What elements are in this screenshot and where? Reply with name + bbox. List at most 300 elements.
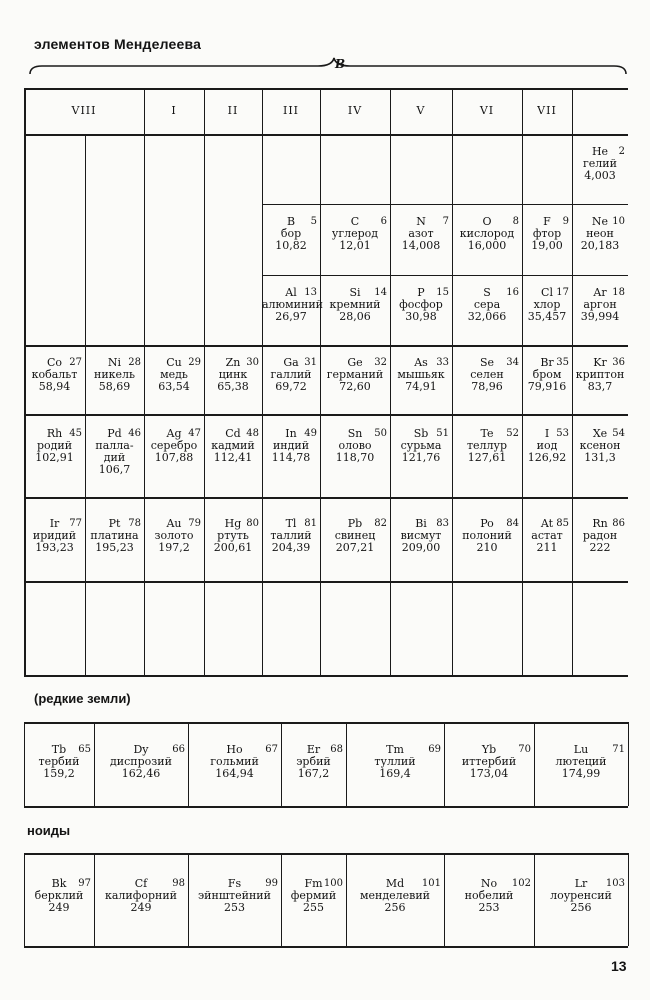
element-cell-xe — [572, 428, 628, 464]
element-symbol: Ir — [49, 517, 60, 530]
atomic-number: 98 — [172, 878, 185, 889]
atomic-weight: 4,003 — [584, 169, 616, 182]
element-cell-b — [262, 216, 320, 252]
atomic-weight: 106,7 — [98, 463, 131, 476]
element-cell-cu — [144, 357, 204, 393]
atomic-weight: 114,78 — [271, 451, 311, 464]
atomic-number: 52 — [506, 428, 519, 439]
element-cell-co — [24, 357, 85, 393]
atomic-weight: 74,91 — [405, 380, 437, 393]
atomic-number: 47 — [188, 428, 201, 439]
actinide-cell-bk — [24, 878, 94, 914]
actinides-title: ноиды — [27, 823, 71, 838]
atomic-weight: 204,39 — [271, 541, 311, 554]
element-symbol: Zn — [225, 356, 241, 369]
element-cell-al — [262, 286, 324, 323]
atomic-number: 45 — [69, 428, 82, 439]
grid-hline — [24, 345, 628, 347]
grid-hline — [24, 581, 628, 583]
element-cell-n — [390, 216, 452, 252]
element-cell-he — [572, 146, 628, 182]
atomic-number: 85 — [556, 518, 569, 529]
atomic-number: 103 — [605, 878, 625, 889]
element-name: менделевий — [359, 889, 431, 902]
actinide-cell-cf — [94, 878, 188, 914]
element-cell-ir — [24, 518, 85, 554]
atomic-number: 83 — [436, 518, 449, 529]
atomic-weight: 10,82 — [275, 239, 307, 252]
element-cell-rh — [24, 428, 85, 464]
element-symbol: Pb — [347, 517, 363, 530]
atomic-number: 32 — [374, 357, 387, 368]
element-cell-ga — [262, 357, 320, 393]
element-symbol: F — [543, 215, 551, 228]
actinide-cell-fs — [188, 878, 281, 914]
atomic-number: 29 — [188, 357, 201, 368]
atomic-number: 67 — [265, 744, 278, 755]
element-cell-po — [452, 518, 522, 554]
atomic-number: 2 — [618, 146, 625, 157]
element-symbol: Br — [540, 356, 554, 369]
element-symbol: Te — [480, 427, 494, 440]
element-symbol: Lu — [573, 743, 589, 756]
element-name: никель — [93, 368, 136, 381]
element-cell-sn — [320, 428, 390, 464]
atomic-weight: 127,61 — [467, 451, 507, 464]
grid-hline — [24, 806, 628, 808]
element-name: азот — [408, 227, 434, 240]
atomic-number: 79 — [188, 518, 201, 529]
atomic-number: 53 — [556, 428, 569, 439]
atomic-weight: 162,46 — [121, 767, 161, 780]
element-name: мышьяк — [397, 368, 445, 381]
element-symbol: At — [540, 517, 554, 530]
atomic-number: 14 — [374, 287, 387, 298]
group-header-v: V — [416, 104, 426, 117]
atomic-number: 7 — [442, 216, 449, 227]
element-name: кислород — [459, 227, 515, 240]
element-symbol: Ga — [283, 356, 299, 369]
atomic-number: 5 — [310, 216, 317, 227]
atomic-number: 101 — [421, 878, 441, 889]
group-header-vii: VII — [537, 104, 557, 117]
atomic-weight: 222 — [589, 541, 611, 554]
element-symbol: Tm — [386, 743, 404, 756]
element-symbol: Ar — [593, 286, 607, 299]
atomic-number: 54 — [612, 428, 625, 439]
element-name: лютеций — [555, 755, 607, 768]
atomic-weight: 78,96 — [471, 380, 503, 393]
atomic-weight: 65,38 — [217, 380, 249, 393]
atomic-weight: 12,01 — [339, 239, 371, 252]
element-name: теллур — [466, 439, 508, 452]
rare-earth-cell-ho — [188, 744, 281, 780]
element-symbol: B — [286, 215, 296, 228]
element-symbol: Ni — [107, 356, 122, 369]
element-name: криптон — [575, 368, 625, 381]
element-symbol: No — [480, 877, 498, 890]
element-name: алюминий — [262, 298, 324, 311]
element-symbol: Kr — [593, 356, 607, 369]
atomic-number: 84 — [506, 518, 519, 529]
atomic-number: 31 — [304, 357, 317, 368]
element-name: таллий — [270, 529, 312, 542]
element-symbol: Po — [480, 517, 494, 530]
actinide-cell-md — [346, 878, 444, 914]
element-symbol: Md — [385, 877, 405, 890]
element-symbol: Si — [349, 286, 361, 299]
element-name: иод — [536, 439, 558, 452]
element-symbol: Pt — [108, 517, 121, 530]
element-name: фосфор — [399, 298, 443, 311]
atomic-number: 82 — [374, 518, 387, 529]
element-symbol: P — [417, 286, 425, 299]
element-symbol: Cd — [225, 427, 241, 440]
atomic-number: 51 — [436, 428, 449, 439]
element-cell-si — [320, 287, 390, 323]
atomic-number: 78 — [128, 518, 141, 529]
element-name: эрбий — [296, 755, 331, 768]
atomic-number: 10 — [612, 216, 625, 227]
element-cell-as — [390, 357, 452, 393]
element-symbol: Tl — [285, 517, 297, 530]
grid-hline — [24, 414, 628, 416]
element-symbol: Hg — [224, 517, 242, 530]
element-cell-pt — [85, 518, 144, 554]
element-name: иттербий — [461, 755, 517, 768]
element-symbol: Ne — [591, 215, 609, 228]
atomic-weight: 197,2 — [158, 541, 190, 554]
atomic-weight: 210 — [476, 541, 498, 554]
element-symbol: Sb — [413, 427, 429, 440]
atomic-number: 65 — [78, 744, 91, 755]
atomic-weight: 112,41 — [213, 451, 253, 464]
element-name: золото — [154, 529, 194, 542]
atomic-weight: 102,91 — [35, 451, 74, 464]
atomic-number: 70 — [518, 744, 531, 755]
atomic-weight: 256 — [384, 901, 406, 914]
element-name: серебро — [150, 439, 198, 452]
element-name: полоний — [462, 529, 512, 542]
element-name: висмут — [400, 529, 442, 542]
element-symbol: Al — [285, 286, 297, 299]
atomic-number: 18 — [612, 287, 625, 298]
atomic-weight: 256 — [570, 901, 592, 914]
atomic-weight: 35,457 — [527, 310, 567, 323]
element-symbol: He — [591, 145, 609, 158]
element-symbol: I — [544, 427, 550, 440]
grid-hline — [24, 675, 628, 677]
element-cell-hg — [204, 518, 262, 554]
atomic-number: 49 — [304, 428, 317, 439]
grid-hline — [24, 88, 628, 90]
atomic-weight: 255 — [303, 901, 324, 914]
group-header-i: I — [171, 104, 177, 117]
atomic-number: 66 — [172, 744, 185, 755]
element-symbol: Sn — [347, 427, 363, 440]
element-name: кадмий — [211, 439, 255, 452]
element-name: платина — [90, 529, 139, 542]
element-name: аргон — [583, 298, 617, 311]
atomic-weight: 79,916 — [527, 380, 567, 393]
element-cell-pd — [85, 428, 144, 476]
grid-hline — [24, 134, 628, 136]
atomic-weight: 169,4 — [379, 767, 411, 780]
element-name: лоуренсий — [550, 889, 612, 902]
element-cell-at — [522, 518, 572, 554]
element-cell-ne — [572, 216, 628, 252]
element-symbol: Dy — [133, 743, 149, 756]
element-symbol: Ge — [347, 356, 363, 369]
element-symbol: Bk — [51, 877, 67, 890]
actinide-cell-no — [444, 878, 534, 914]
element-name: ксенон — [579, 439, 621, 452]
atomic-weight: 126,92 — [527, 451, 567, 464]
atomic-weight: 28,06 — [339, 310, 371, 323]
atomic-number: 46 — [128, 428, 141, 439]
element-cell-bi — [390, 518, 452, 554]
element-symbol: Rn — [592, 517, 608, 530]
element-symbol: Rh — [46, 427, 63, 440]
element-name: иридий — [32, 529, 77, 542]
grid-hline — [24, 497, 628, 499]
atomic-number: 102 — [511, 878, 531, 889]
grid-hline — [24, 722, 628, 724]
atomic-weight: 249 — [130, 901, 152, 914]
atomic-number: 27 — [69, 357, 82, 368]
element-name: углерод — [331, 227, 379, 240]
atomic-weight: 209,00 — [401, 541, 441, 554]
atomic-weight: 63,54 — [158, 380, 190, 393]
element-name: палла-дий — [95, 439, 134, 464]
element-name: тербий — [38, 755, 80, 768]
element-symbol: Bi — [415, 517, 427, 530]
element-cell-ar — [572, 287, 628, 323]
element-symbol: Au — [166, 517, 182, 530]
atomic-weight: 20,183 — [580, 239, 620, 252]
element-name: бром — [532, 368, 562, 381]
atomic-number: 77 — [69, 518, 82, 529]
atomic-weight: 174,99 — [561, 767, 601, 780]
element-symbol: Cl — [541, 286, 553, 299]
atomic-number: 30 — [246, 357, 259, 368]
element-name: нобелий — [464, 889, 514, 902]
element-cell-ag — [144, 428, 204, 464]
element-cell-te — [452, 428, 522, 464]
atomic-number: 28 — [128, 357, 141, 368]
grid-vline — [85, 134, 86, 675]
rare-earth-cell-er — [281, 744, 346, 780]
atomic-weight: 167,2 — [297, 767, 330, 780]
element-name: гелий — [583, 157, 617, 170]
rare-earth-cell-lu — [534, 744, 628, 780]
element-name: фермий — [290, 889, 337, 902]
atomic-number: 8 — [512, 216, 519, 227]
element-symbol: Tb — [51, 743, 67, 756]
element-name: кобальт — [31, 368, 78, 381]
element-symbol: N — [416, 215, 426, 228]
atomic-number: 6 — [380, 216, 387, 227]
atomic-weight: 164,94 — [215, 767, 254, 780]
element-name: эйнштейний — [198, 889, 271, 902]
group-header-viii: VIII — [71, 104, 97, 117]
element-name: селен — [470, 368, 504, 381]
element-symbol: Pd — [107, 427, 122, 440]
atomic-number: 48 — [246, 428, 259, 439]
atomic-weight: 249 — [48, 901, 70, 914]
atomic-number: 68 — [330, 744, 343, 755]
atomic-weight: 83,7 — [587, 380, 613, 393]
element-name: туллий — [374, 755, 416, 768]
rare-earth-cell-yb — [444, 744, 534, 780]
element-name: индий — [272, 439, 310, 452]
atomic-weight: 195,23 — [95, 541, 134, 554]
element-cell-o — [452, 216, 522, 252]
element-cell-f — [522, 216, 572, 252]
atomic-weight: 30,98 — [405, 310, 437, 323]
element-name: олово — [338, 439, 372, 452]
group-header-iv: IV — [347, 104, 363, 117]
atomic-weight: 32,066 — [467, 310, 507, 323]
element-name: астат — [531, 529, 563, 542]
element-name: радон — [582, 529, 618, 542]
element-symbol: Fm — [304, 877, 323, 890]
element-symbol: C — [350, 215, 360, 228]
element-name: калифорний — [104, 889, 178, 902]
element-cell-cl — [522, 287, 572, 323]
atomic-weight: 58,94 — [38, 380, 71, 393]
element-name: цинк — [218, 368, 248, 381]
atomic-weight: 200,61 — [213, 541, 253, 554]
atomic-weight: 193,23 — [35, 541, 74, 554]
atomic-number: 50 — [374, 428, 387, 439]
atomic-number: 15 — [436, 287, 449, 298]
element-symbol: Yb — [481, 743, 497, 756]
rare-earth-cell-tm — [346, 744, 444, 780]
atomic-number: 99 — [265, 878, 278, 889]
element-symbol: S — [483, 286, 491, 299]
element-name: сурьма — [400, 439, 442, 452]
element-symbol: Ag — [166, 427, 182, 440]
grid-vline — [628, 853, 629, 946]
atomic-weight: 173,04 — [469, 767, 509, 780]
element-symbol: Fs — [227, 877, 242, 890]
grid-hline — [24, 853, 628, 855]
atomic-weight: 159,2 — [43, 767, 75, 780]
grid-hline — [262, 204, 628, 205]
rare-earths-title: (редкие земли) — [34, 691, 131, 706]
element-symbol: Cu — [166, 356, 182, 369]
element-cell-ge — [320, 357, 390, 393]
atomic-weight: 72,60 — [339, 380, 371, 393]
element-cell-au — [144, 518, 204, 554]
element-name: берклий — [34, 889, 84, 902]
group-header-vi: VI — [479, 104, 495, 117]
actinide-cell-fm — [281, 878, 346, 914]
atomic-weight: 14,008 — [401, 239, 441, 252]
element-cell-zn — [204, 357, 262, 393]
element-name: диспрозий — [110, 755, 172, 768]
element-name: неон — [586, 227, 614, 240]
atomic-weight: 211 — [536, 541, 558, 554]
element-symbol: Cf — [134, 877, 148, 890]
rare-earth-cell-tb — [24, 744, 94, 780]
element-symbol: Lr — [574, 877, 588, 890]
atomic-number: 34 — [506, 357, 519, 368]
atomic-number: 9 — [562, 216, 569, 227]
atomic-number: 17 — [556, 287, 569, 298]
atomic-weight: 253 — [224, 901, 245, 914]
element-symbol: Ho — [226, 743, 243, 756]
atomic-weight: 131,3 — [584, 451, 616, 464]
atomic-number: 69 — [428, 744, 441, 755]
element-symbol: Er — [306, 743, 321, 756]
element-cell-sb — [390, 428, 452, 464]
atomic-weight: 118,70 — [335, 451, 375, 464]
element-symbol: Xe — [592, 427, 608, 440]
atomic-number: 80 — [246, 518, 259, 529]
atomic-number: 35 — [556, 357, 569, 368]
element-symbol: In — [285, 427, 297, 440]
atomic-weight: 107,88 — [154, 451, 194, 464]
atomic-weight: 253 — [478, 901, 500, 914]
atomic-number: 97 — [78, 878, 91, 889]
rare-earth-cell-dy — [94, 744, 188, 780]
atomic-number: 71 — [612, 744, 625, 755]
page-title: элементов Менделеева — [34, 36, 202, 52]
element-cell-br — [522, 357, 572, 393]
atomic-number: 86 — [612, 518, 625, 529]
element-cell-kr — [572, 357, 628, 393]
element-cell-s — [452, 287, 522, 323]
element-symbol: Co — [46, 356, 63, 369]
element-name: родий — [36, 439, 73, 452]
atomic-weight: 39,994 — [580, 310, 620, 323]
element-name: бор — [280, 227, 302, 240]
element-cell-pb — [320, 518, 390, 554]
atomic-weight: 58,69 — [98, 380, 131, 393]
element-name: свинец — [334, 529, 376, 542]
page-number: 13 — [611, 958, 627, 974]
atomic-weight: 19,00 — [531, 239, 563, 252]
atomic-number: 36 — [612, 357, 625, 368]
group-header-iii: III — [282, 104, 300, 117]
subgroup-brace — [28, 50, 628, 90]
element-cell-i — [522, 428, 572, 464]
actinide-cell-lr — [534, 878, 628, 914]
element-symbol: As — [414, 356, 428, 369]
element-name: фтор — [532, 227, 562, 240]
element-cell-in — [262, 428, 320, 464]
element-cell-cd — [204, 428, 262, 464]
element-name: сера — [473, 298, 501, 311]
group-header-ii: II — [227, 104, 239, 117]
atomic-number: 33 — [436, 357, 449, 368]
atomic-number: 100 — [323, 878, 343, 889]
element-name: хлор — [533, 298, 561, 311]
element-cell-tl — [262, 518, 320, 554]
grid-vline — [628, 722, 629, 806]
element-symbol: O — [482, 215, 492, 228]
element-name: галлий — [270, 368, 312, 381]
atomic-weight: 16,000 — [467, 239, 507, 252]
atomic-weight: 207,21 — [335, 541, 375, 554]
grid-hline — [24, 946, 628, 948]
atomic-number: 81 — [304, 518, 317, 529]
element-name: ртуть — [217, 529, 249, 542]
element-cell-se — [452, 357, 522, 393]
element-name: кремний — [329, 298, 381, 311]
